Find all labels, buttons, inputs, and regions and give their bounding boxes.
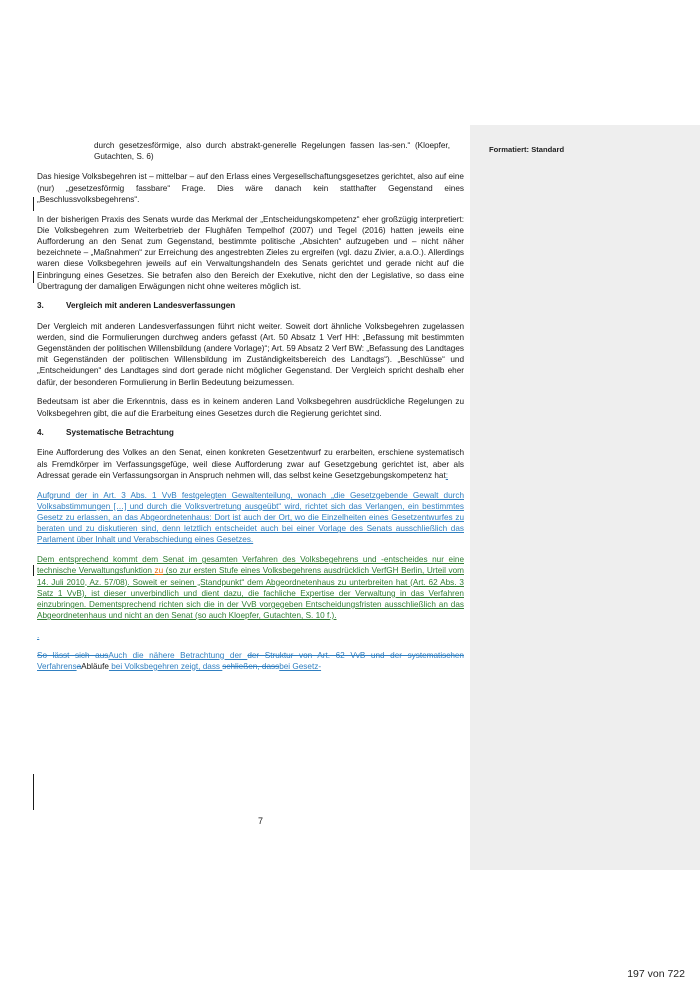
paragraph: Der Vergleich mit anderen Landesverfassungen führt nicht weiter. Soweit dort ähnliche Volksbegehren zugelassen werden, sind die Formulierungen durchweg anders gefasst (Art. 50 Absatz 1 Verf HH: „Befassung mit bestimmten Gegenständen der politischen Willensbildung (andere Vorlage)“; Art. 59 Absatz 2 Verf BW: „Befassung des Landtages mit Gegenständen der politischen Willensbildung im Zuständigkeitsbereich des Landtags“). „Beschlüsse“ und „Entscheidungen“ des Landtages sind dort gerade nicht möglicher Gegenstand. Der Vergleich spricht deshalb eher dafür, der besonderen Formulierung in Berlin Bedeutung beizumessen. bbox=[37, 321, 464, 387]
paragraph-text: Eine Aufforderung des Volkes an den Senat, einen konkreten Gesetzentwurf zu erarbeiten, erschiene systematisch als Fremdkörper im Verfassungsgefüge, weil diese Aufforderung zwar auf Gesetzgebung gerichtet ist, aber als Adressat gerade ein Verfassungsorgan in Anspruch nehmen will, das selbst keine Gesetzgebungskompetenz hat bbox=[37, 448, 464, 480]
insertion-text: (so zur ersten Stufe eines Volksbegehrens ausdrücklich VerfGH Berlin, Urteil vom 14. Juli 2010, Az. 57/08). Soweit er seinen „Standpunkt“ dem Abgeordnetenhaus zu unterbreiten hat (Art. 62 Abs. 3 Satz 1 VvB), ist dieser unverbindlich und dient dazu, die fachliche Expertise der Verwaltung in das Verfahren einzubringen. Dementsprechend richten sich die in der VvB vorgegeben Entscheidungsfristen ausschließlich an das Abgeordnetenhaus und nicht an den Senat (so auch Kloepfer, Gutachten, S. 10 f.). bbox=[37, 566, 464, 621]
paragraph bbox=[37, 650, 464, 672]
tracked-deletion: der Struktur von Art. 62 VvB und der systematischen bbox=[247, 650, 464, 660]
page-number: 7 bbox=[258, 816, 264, 826]
comment-pane-top bbox=[470, 18, 700, 125]
tracked-insertion-paragraph bbox=[37, 554, 464, 621]
page-counter: 197 von 722 bbox=[627, 968, 685, 980]
paragraph: Bedeutsam ist aber die Erkenntnis, dass es in keinem anderen Land Volksbegehren ausdrückliche Regelungen zu Volksbegehren gibt, die auf die Erarbeitung eines Gesetzes durch die Regierung gerichtet sind. bbox=[37, 397, 464, 418]
heading-number: 4. bbox=[37, 428, 44, 438]
paragraph: In der bisherigen Praxis des Senats wurde das Merkmal der „Entscheidungskompetenz“ eher großzügig interpretiert: Die Volksbegehren zum Weiterbetrieb der Flughäfen Tempelhof (2007) und Tegel (2016) hatten jeweils eine Aufforderung an den Senat zum Gegenstand, bestimmte politische „Absichten“ aufzugeben und – nicht näher bezeichnete – „Maßnahmen“ zur Erreichung des angestrebten Zieles zu ergreifen (vgl. dazu Zivier, a.a.O.). Allerdings waren diese Volksbegehren jeweils auf ein Verwaltungshandeln des Senats gerichtet und gerade nicht auf die Einbringung eines Gesetzes. Sie betrafen also den Bereich der Exekutive, nicht den der Legislative, so dass eine Übertragung der damaligen Erwägungen nicht ohne weiteres möglich ist. bbox=[37, 214, 464, 291]
insertion-text: Dem entsprechend kommt dem Senat im gesamten Verfahren des Volksbegehrens und -entscheides nur eine technische Verwaltungsfunktion bbox=[37, 555, 464, 576]
document-body bbox=[37, 140, 464, 680]
tracked-insertion: bei Volksbegehren zeigt, dass bbox=[108, 661, 223, 671]
tracked-insertion: Auch die nähere Betrachtung der bbox=[108, 650, 248, 660]
paragraph bbox=[37, 447, 464, 481]
heading-text: Vergleich mit anderen Landesverfassungen bbox=[66, 301, 236, 311]
comment-pane bbox=[470, 125, 700, 870]
tracked-insertion: Verfahrens bbox=[37, 661, 77, 671]
tracked-deletion: a bbox=[76, 661, 82, 671]
heading-text: Systematische Betrachtung bbox=[66, 428, 174, 438]
tracked-deletion: So lässt sich aus bbox=[37, 650, 109, 660]
section-heading bbox=[37, 427, 464, 438]
comment-label: Formatiert: Standard bbox=[489, 145, 565, 154]
section-heading bbox=[37, 300, 464, 311]
tracked-insertion: : bbox=[445, 470, 448, 480]
change-bar bbox=[33, 271, 34, 283]
block-quote: durch gesetzesförmige, also durch abstrakt-generelle Regelungen fassen las-sen.“ (Kloepfer, Gutachten, S. 6) bbox=[94, 141, 450, 162]
heading-number: 3. bbox=[37, 301, 44, 311]
tracked-deletion: schließen, dass bbox=[222, 661, 280, 671]
tracked-insertion-other-author: zu bbox=[154, 566, 164, 576]
change-bar bbox=[33, 565, 34, 576]
change-bar bbox=[33, 197, 34, 211]
paragraph-text: Abläufe bbox=[81, 661, 109, 671]
tracked-insertion-paragraph: Aufgrund der in Art. 3 Abs. 1 VvB festgelegten Gewaltenteilung, wonach „die Gesetzgebende Gewalt durch Volksabstimmungen […] und durch die Volksvertretung ausgeübt“ wird, richtet sich das Verlangen, ein bestimmtes Gesetz zu erlassen, an das Abgeordnetenhaus: Dort ist auch der Ort, wo die Einzelheiten eines Gesetzentwurfes zu beraten und zu diskutieren sind, denn letztlich entscheidet auch bei einer Vorlage des Senats ausschließlich das Parlament über Inhalt und Verabschiedung eines Gesetzes. bbox=[37, 490, 464, 545]
tracked-insertion-mark: . bbox=[37, 630, 40, 640]
change-bar bbox=[33, 774, 34, 810]
paragraph: Das hiesige Volksbegehren ist – mittelbar – auf den Erlass eines Vergesellschaftungsgesetzes gerichtet, also auf eine (nur) „gesetzesförmig fassbare“ Frage. Dies wäre danach kein statthafter Gegenstand eines „Beschlussvolksbegehrens“. bbox=[37, 172, 464, 204]
tracked-insertion: bei Gesetz- bbox=[279, 661, 322, 671]
